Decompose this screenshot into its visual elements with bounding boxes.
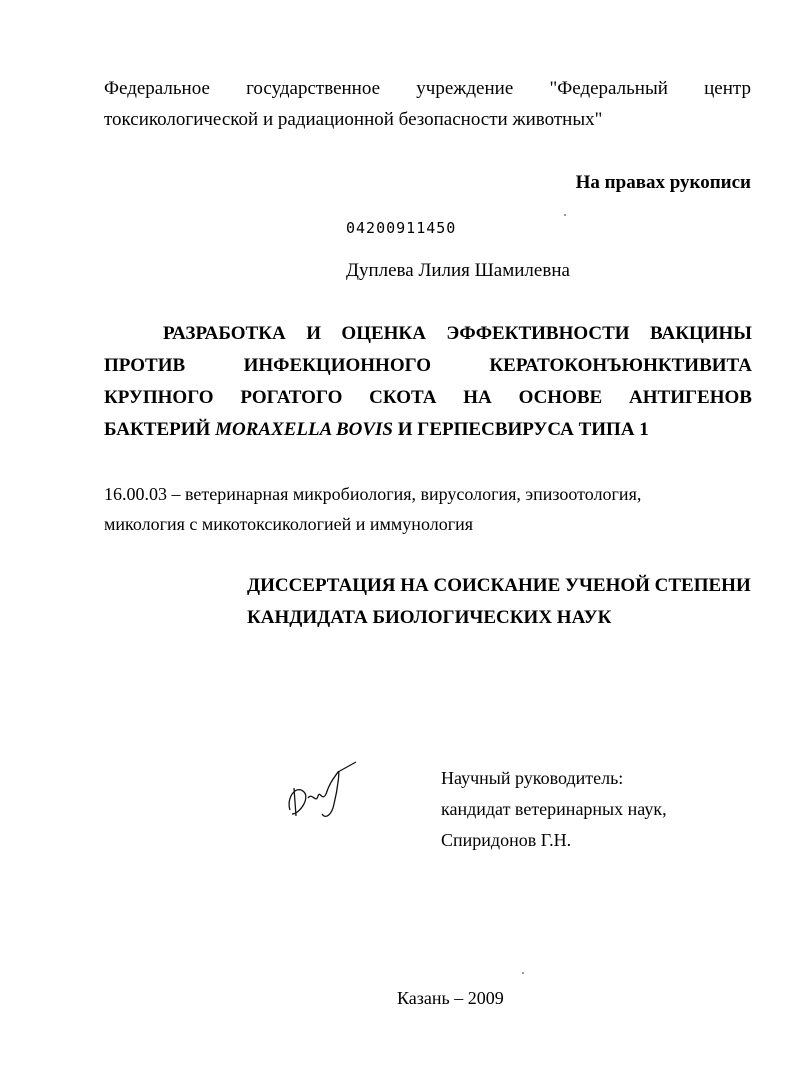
institution-word: Федеральное xyxy=(104,78,210,99)
organism-name: MORAXELLA BOVIS xyxy=(215,419,393,440)
title-word: ИНФЕКЦИОННОГО xyxy=(243,355,431,376)
title-word: ЭФФЕКТИВНОСТИ xyxy=(446,323,630,344)
title-word: ПРОТИВ xyxy=(104,355,186,376)
title-line-2 xyxy=(104,354,752,378)
supervisor-name: Спиридонов Г.Н. xyxy=(441,830,572,850)
scan-speck xyxy=(564,214,566,216)
scan-speck xyxy=(522,972,524,974)
supervisor-label: Научный руководитель: xyxy=(441,768,624,788)
signature-image xyxy=(282,758,362,828)
title-line-4-prefix: БАКТЕРИЙ xyxy=(104,419,216,440)
title-word: И xyxy=(306,323,321,344)
title-line-4 xyxy=(104,418,649,442)
degree-line-1: ДИССЕРТАЦИЯ НА СОИСКАНИЕ УЧЕНОЙ СТЕПЕНИ xyxy=(247,575,751,596)
institution-word: "Федеральный xyxy=(549,78,668,99)
title-word: НА xyxy=(463,387,492,408)
specialty-line-2: микология с микотоксикологией и иммунология xyxy=(104,514,473,534)
title-word: ОЦЕНКА xyxy=(341,323,426,344)
title-word: ОСНОВЕ xyxy=(518,387,603,408)
specialty-line-1: 16.00.03 – ветеринарная микробиология, вирусология, эпизоотология, xyxy=(104,484,642,504)
supervisor-degree: кандидат ветеринарных наук, xyxy=(441,799,667,819)
institution-word: государственное xyxy=(246,78,381,99)
institution-line-1 xyxy=(104,77,751,101)
title-word: СКОТА xyxy=(369,387,437,408)
title-word: КРУПНОГО xyxy=(104,387,214,408)
institution-word: учреждение xyxy=(416,78,514,99)
author-name: Дуплева Лилия Шамилевна xyxy=(346,260,570,281)
degree-line-2: КАНДИДАТА БИОЛОГИЧЕСКИХ НАУК xyxy=(247,607,612,628)
title-word: АНТИГЕНОВ xyxy=(629,387,752,408)
title-word: РАЗРАБОТКА xyxy=(163,323,286,344)
title-word: КЕРАТОКОНЪЮНКТИВИТА xyxy=(489,355,752,376)
title-word: ВАКЦИНЫ xyxy=(650,323,752,344)
title-word: РОГАТОГО xyxy=(240,387,343,408)
institution-word: центр xyxy=(704,78,751,99)
title-line-3 xyxy=(104,386,752,410)
title-line-4-suffix: И ГЕРПЕСВИРУСА ТИПА 1 xyxy=(393,419,649,440)
institution-line-2: токсикологической и радиационной безопасности животных" xyxy=(104,109,603,130)
title-line-1 xyxy=(163,322,752,346)
rights-notice: На правах рукописи xyxy=(575,172,751,193)
city-year: Казань – 2009 xyxy=(397,988,504,1008)
registry-number: 04200911450 xyxy=(346,219,457,237)
